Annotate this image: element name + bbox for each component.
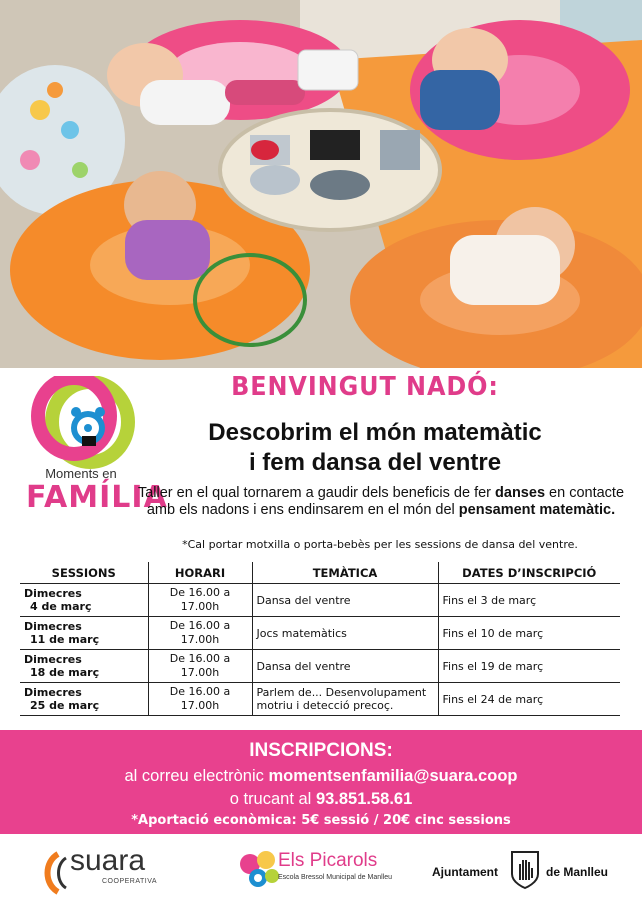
babies-illustration	[0, 0, 642, 368]
logo-text-moments: Moments en	[45, 466, 117, 481]
intro-paragraph	[136, 485, 626, 519]
manlleu-shield-icon	[510, 850, 540, 890]
col-header-tematica: TEMÀTICA	[252, 562, 438, 584]
email-link[interactable]: momentsenfamilia@suara.coop	[268, 767, 518, 785]
session-time-cell: De 16.00 a 17.00h	[148, 683, 252, 716]
page-title	[150, 418, 600, 478]
session-theme-cell: Parlem de... Desenvolupament motriu i detecció precoç.	[252, 683, 438, 716]
fee-text: *Aportació econòmica: 5€ sessió / 20€ cinc sessions	[131, 813, 511, 828]
suara-subtitle: COOPERATIVA	[102, 878, 158, 885]
table-row	[20, 617, 620, 650]
suara-wordmark: suara	[70, 844, 146, 877]
table-row	[20, 584, 620, 617]
picarols-wordmark: Els Picarols	[278, 850, 378, 871]
table-row	[20, 650, 620, 683]
intro-bold-1: danses	[495, 485, 546, 501]
session-inscription-cell: Fins el 3 de març	[438, 584, 620, 617]
footer-logos	[0, 834, 642, 907]
ajuntament-text: Ajuntament	[432, 865, 498, 879]
session-theme-cell: Dansa del ventre	[252, 650, 438, 683]
title-line-1: Descobrim el món matemàtic	[208, 419, 542, 446]
session-time-cell: De 16.00 a 17.00h	[148, 617, 252, 650]
session-time-cell: De 16.00 a 17.00h	[148, 650, 252, 683]
intro-part-2: en contacte amb els nadons i ens endinsarem en el món del	[146, 485, 625, 518]
manlleu-text: de Manlleu	[546, 865, 609, 879]
table-header-row	[20, 562, 620, 584]
picarols-subtitle: Escola Bressol Municipal de Manlleu	[278, 874, 392, 881]
session-inscription-cell: Fins el 19 de març	[438, 650, 620, 683]
session-theme-cell: Jocs matemàtics	[252, 617, 438, 650]
phone-prefix: o trucant al	[229, 790, 316, 808]
logo-text-familia: FAMÍLIA	[26, 480, 168, 515]
table-row	[20, 683, 620, 716]
inscriptions-banner	[0, 730, 642, 834]
session-inscription-cell: Fins el 10 de març	[438, 617, 620, 650]
session-date-cell: Dimecres 4 de març	[20, 584, 148, 617]
col-header-horari: HORARI	[148, 562, 252, 584]
hero-photo	[0, 0, 642, 368]
welcome-heading: BENVINGUT NADÓ:	[231, 372, 499, 402]
session-time-cell: De 16.00 a 17.00h	[148, 584, 252, 617]
session-inscription-cell: Fins el 24 de març	[438, 683, 620, 716]
inscriptions-title: INSCRIPCIONS:	[249, 740, 393, 761]
note-text: *Cal portar motxilla o porta-bebès per les sessions de dansa del ventre.	[182, 538, 578, 551]
session-date-cell: Dimecres 25 de març	[20, 683, 148, 716]
col-header-sessions: SESSIONS	[20, 562, 148, 584]
phone-link[interactable]: 93.851.58.61	[315, 790, 413, 808]
session-theme-cell: Dansa del ventre	[252, 584, 438, 617]
sessions-table	[20, 562, 620, 716]
session-date-cell: Dimecres 11 de març	[20, 617, 148, 650]
title-line-2: i fem dansa del ventre	[248, 449, 502, 476]
col-header-dates: DATES D’INSCRIPCIÓ	[438, 562, 620, 584]
email-line	[0, 767, 642, 786]
email-prefix: al correu electrònic	[124, 767, 269, 785]
session-date-cell: Dimecres 18 de març	[20, 650, 148, 683]
intro-part-1: Taller en el qual tornarem a gaudir dels beneficis de fer	[137, 485, 496, 501]
intro-bold-2: pensament matemàtic.	[458, 502, 616, 518]
phone-line	[0, 790, 642, 809]
